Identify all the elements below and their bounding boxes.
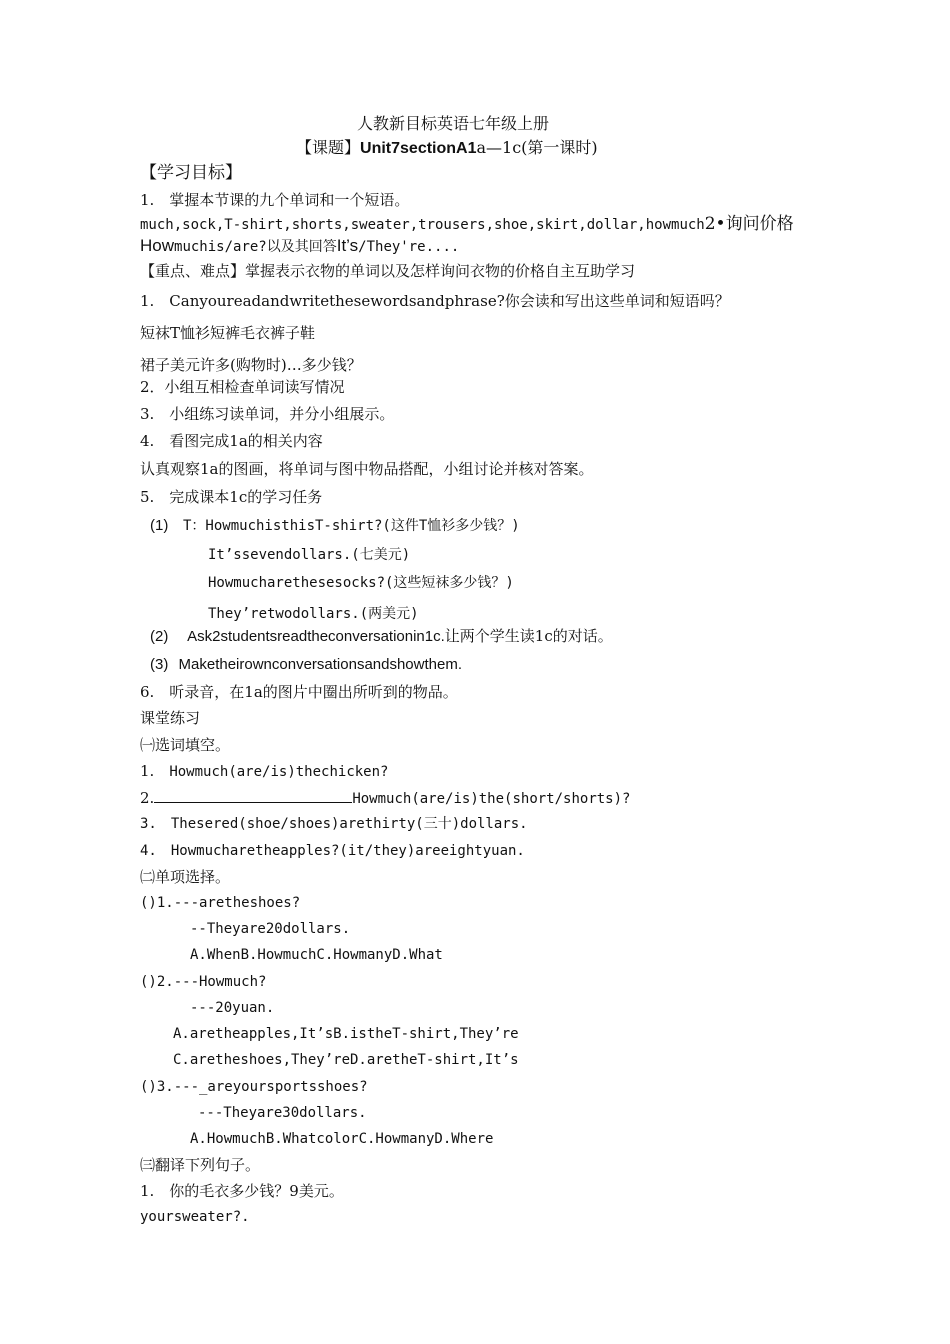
fill-2-text: Howmuch(are/is)the(short/shorts)? xyxy=(352,791,631,807)
how-text: How xyxy=(140,236,175,255)
choice-2-answer: ---20yuan. xyxy=(190,1000,275,1016)
keypoints: 【重点、难点】掌握表示衣物的单词以及怎样询问衣物的价格自主互助学习 xyxy=(140,262,636,280)
step-5: 5. 完成课本1c的学习任务 xyxy=(140,488,323,506)
step-1: 1. Canyoureadandwritethesewordsandphrase?你会读和写出这些单词和短语吗？ xyxy=(140,292,730,310)
dialog-2-cn: 让两个学生读1c的对话。 xyxy=(444,627,613,645)
fill-2-blank[interactable] xyxy=(154,788,352,803)
choice-3: ()3.---_areyoursportsshoes? xyxy=(140,1079,368,1095)
fill-2 xyxy=(140,788,630,809)
step-1-words-a: 短袜T恤衫短裤毛衣裤子鞋 xyxy=(140,324,316,342)
choice-1-answer: --Theyare20dollars. xyxy=(190,921,351,937)
goal-item-1: 1. 掌握本节课的九个单词和一个短语。 xyxy=(140,191,410,209)
subtitle-bracket: 【课题】 xyxy=(296,138,361,157)
goals-heading: 【学习目标】 xyxy=(140,163,242,183)
choice-1-options: A.WhenB.HowmuchC.HowmanyD.What xyxy=(190,947,443,963)
fill-2-number: 2. xyxy=(140,789,155,807)
dialog-2-text: Ask2studentsreadtheconversationin1c. xyxy=(187,628,445,645)
dialog-3 xyxy=(150,655,462,675)
subtitle-rest: a—1c(第一课时) xyxy=(476,138,598,157)
translate-1-answer: yoursweater?. xyxy=(140,1209,250,1225)
answer-pattern: /They're.... xyxy=(358,239,460,255)
choice-2: ()2.---Howmuch? xyxy=(140,974,267,990)
fill-4: 4. Howmucharetheapples?(it/they)areeightyuan. xyxy=(140,843,525,859)
practice-heading: 课堂练习 xyxy=(140,709,201,727)
subtitle-unit: Unit7sectionA1 xyxy=(360,140,477,157)
fill-1-text: Howmuch(are/is)thechicken? xyxy=(169,764,389,780)
step-6: 6. 听录音，在1a的图片中圈出所听到的物品。 xyxy=(140,683,458,701)
fill-1 xyxy=(140,761,388,782)
choice-3-answer: ---Theyare30dollars. xyxy=(198,1105,367,1121)
step-4-detail: 认真观察1a的图画，将单词与图中物品搭配，小组讨论并核对答案。 xyxy=(140,460,594,478)
goal-item-2-detail xyxy=(140,236,459,257)
goal-item-2: 2•询问价格 xyxy=(704,214,794,234)
choice-2-options-2: C.aretheshoes,They’reD.aretheT-shirt,It’s xyxy=(173,1052,519,1068)
step-3: 3. 小组练习读单词，并分小组展示。 xyxy=(140,405,395,423)
question-pattern: muchis/are?以及其回答 xyxy=(174,239,337,255)
dialog-1-line-a: T：HowmuchisthisT-shirt?(这件T恤衫多少钱？) xyxy=(183,518,520,534)
fill-1-number: 1. xyxy=(140,762,170,780)
part-2-heading: ㈡单项选择。 xyxy=(140,868,231,886)
step-2: 2．小组互相检查单词读写情况 xyxy=(140,378,345,396)
its-text: It’s xyxy=(336,236,359,255)
part-1-heading: ㈠选词填空。 xyxy=(140,736,231,754)
dialog-3-text: Maketheirownconversationsandshowthem. xyxy=(178,656,462,673)
choice-2-options-1: A.aretheapples,It’sB.istheT-shirt,They’re xyxy=(173,1026,519,1042)
translate-1: 1. 你的毛衣多少钱？9美元。 xyxy=(140,1182,344,1200)
choice-3-options: A.HowmuchB.WhatcolorC.HowmanyD.Where xyxy=(190,1131,494,1147)
step-4: 4. 看图完成1a的相关内容 xyxy=(140,432,323,450)
choice-1: ()1.---aretheshoes? xyxy=(140,895,301,911)
part-3-heading: ㈢翻译下列句子。 xyxy=(140,1156,261,1174)
goal-words: much,sock,T-shirt,shorts,sweater,trousers,shoe,skirt,dollar,howmuch xyxy=(140,217,705,233)
doc-title: 人教新目标英语七年级上册 xyxy=(357,114,550,133)
dialog-1-line-c: Howmucharethesesocks?(这些短袜多少钱？) xyxy=(208,575,514,591)
dialog-1-number: (1) xyxy=(150,517,169,534)
dialog-1-line-b: It’ssevendollars.(七美元) xyxy=(208,547,411,563)
lesson-subtitle xyxy=(296,138,598,159)
step-1-words-b: 裙子美元许多(购物时)…多少钱？ xyxy=(140,356,362,374)
fill-3: 3. Thesered(shoe/shoes)arethirty(三十)dollars. xyxy=(140,816,528,832)
dialog-2-number: (2) xyxy=(150,628,169,645)
goal-words-line xyxy=(140,214,794,235)
dialog-3-number: (3) xyxy=(150,656,169,673)
dialog-2 xyxy=(150,626,613,647)
dialog-1-line-d: They’retwodollars.(两美元) xyxy=(208,606,419,622)
